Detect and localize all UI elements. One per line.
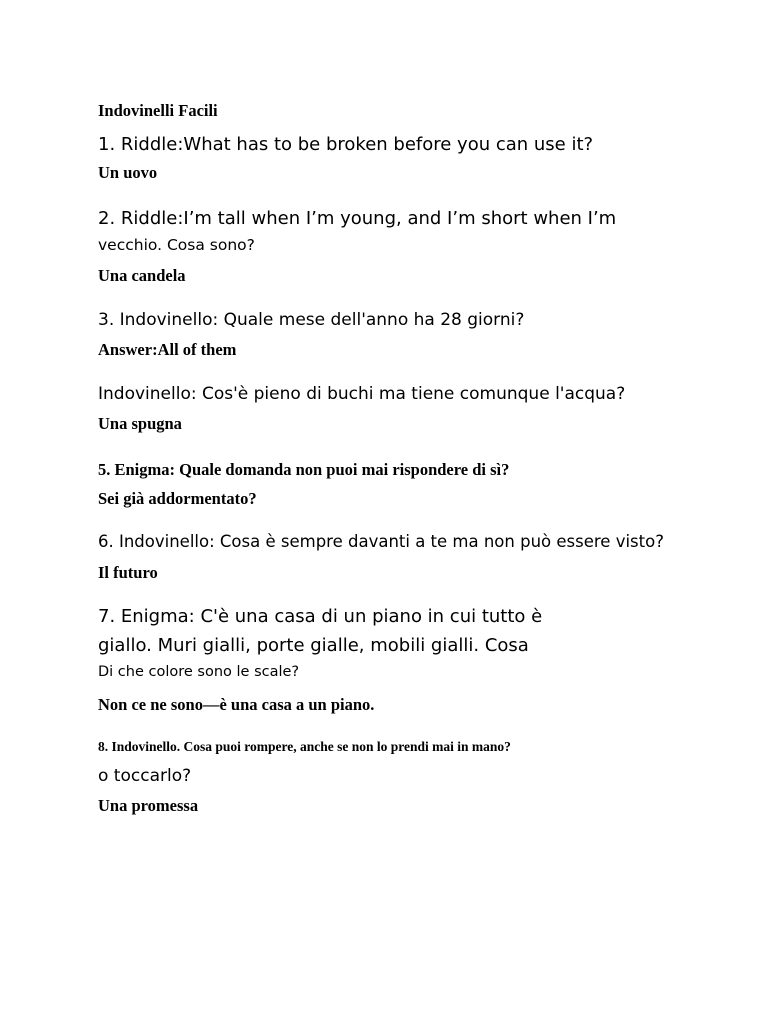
riddle-8-answer: Una promessa xyxy=(98,796,199,815)
riddle-2-answer: Una candela xyxy=(98,266,186,285)
riddle-7-question-line-1: 7. Enigma: C'è una casa di un piano in cui tutto è xyxy=(98,606,543,627)
riddle-3-answer: Answer:All of them xyxy=(98,340,237,359)
riddle-4-question: Indovinello: Cos'è pieno di buchi ma tiene comunque l'acqua? xyxy=(98,384,626,404)
riddle-7-answer: Non ce ne sono—è una casa a un piano. xyxy=(98,695,375,714)
riddle-3-question: 3. Indovinello: Quale mese dell'anno ha 28 giorni? xyxy=(98,310,525,330)
riddle-5-question: 5. Enigma: Quale domanda non puoi mai rispondere di sì? xyxy=(98,460,510,479)
riddle-6-question: 6. Indovinello: Cosa è sempre davanti a te ma non può essere visto? xyxy=(98,532,664,551)
riddle-4-answer: Una spugna xyxy=(98,414,182,433)
riddle-2-question-line-2: vecchio. Cosa sono? xyxy=(98,236,255,254)
riddle-8-question-line-2: o toccarlo? xyxy=(98,766,192,786)
riddle-7-question-line-3: Di che colore sono le scale? xyxy=(98,664,300,680)
riddle-1-answer: Un uovo xyxy=(98,163,158,182)
riddle-8-question-line-1: 8. Indovinello. Cosa puoi rompere, anche se non lo prendi mai in mano? xyxy=(98,739,511,754)
riddle-5-answer: Sei già addormentato? xyxy=(98,489,257,508)
riddle-7-question-line-2: giallo. Muri gialli, porte gialle, mobili gialli. Cosa xyxy=(98,635,529,656)
document-title: Indovinelli Facili xyxy=(98,101,218,120)
riddle-6-answer: Il futuro xyxy=(98,563,158,582)
riddle-1-question: 1. Riddle:What has to be broken before you can use it? xyxy=(98,134,594,155)
riddle-2-question-line-1: 2. Riddle:I’m tall when I’m young, and I’m short when I’m xyxy=(98,208,617,229)
